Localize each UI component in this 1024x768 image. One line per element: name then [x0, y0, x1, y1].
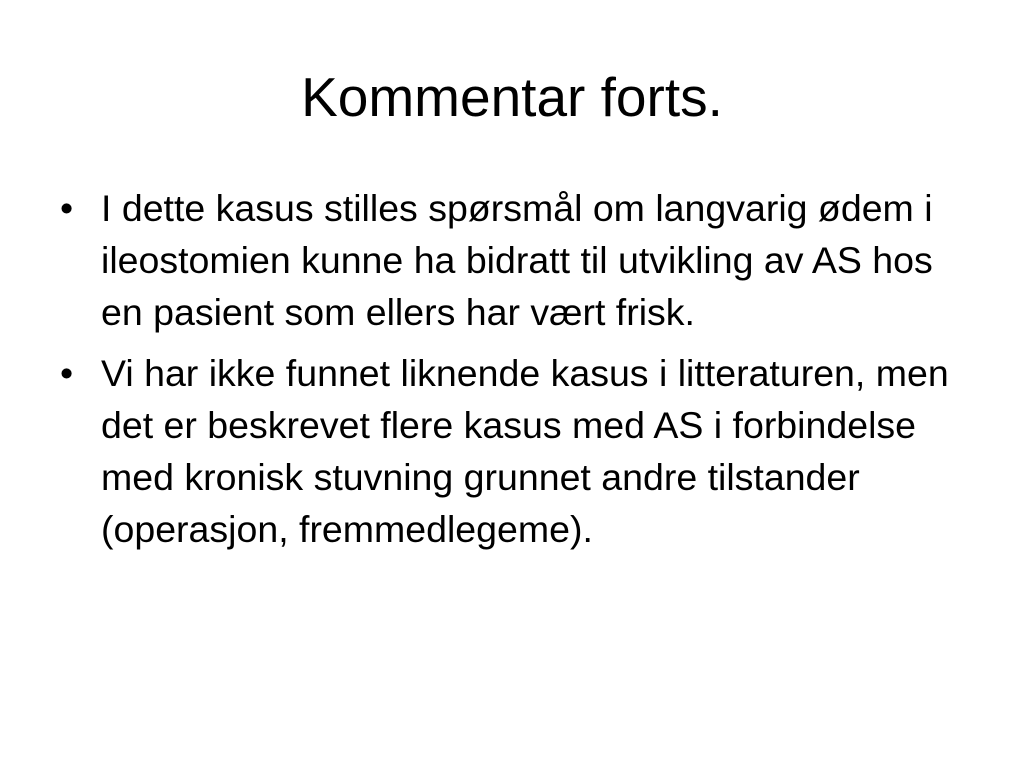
bullet-icon: •: [60, 352, 74, 394]
bullet-item: [56, 182, 976, 338]
bullet-list: [56, 182, 976, 564]
bullet-icon: •: [60, 187, 74, 229]
bullet-item: [56, 347, 976, 555]
slide-title: Kommentar forts.: [301, 66, 723, 128]
bullet-text: Vi har ikke funnet liknende kasus i litteraturen, men det er beskrevet flere kasus med AS i forbindelse med kronisk stuvning grunnet andre tilstander (operasjon, fremmedlegeme).: [101, 352, 949, 550]
bullet-text: I dette kasus stilles spørsmål om langvarig ødem i ileostomien kunne ha bidratt til utvikling av AS hos en pasient som ellers har vært frisk.: [101, 187, 933, 333]
